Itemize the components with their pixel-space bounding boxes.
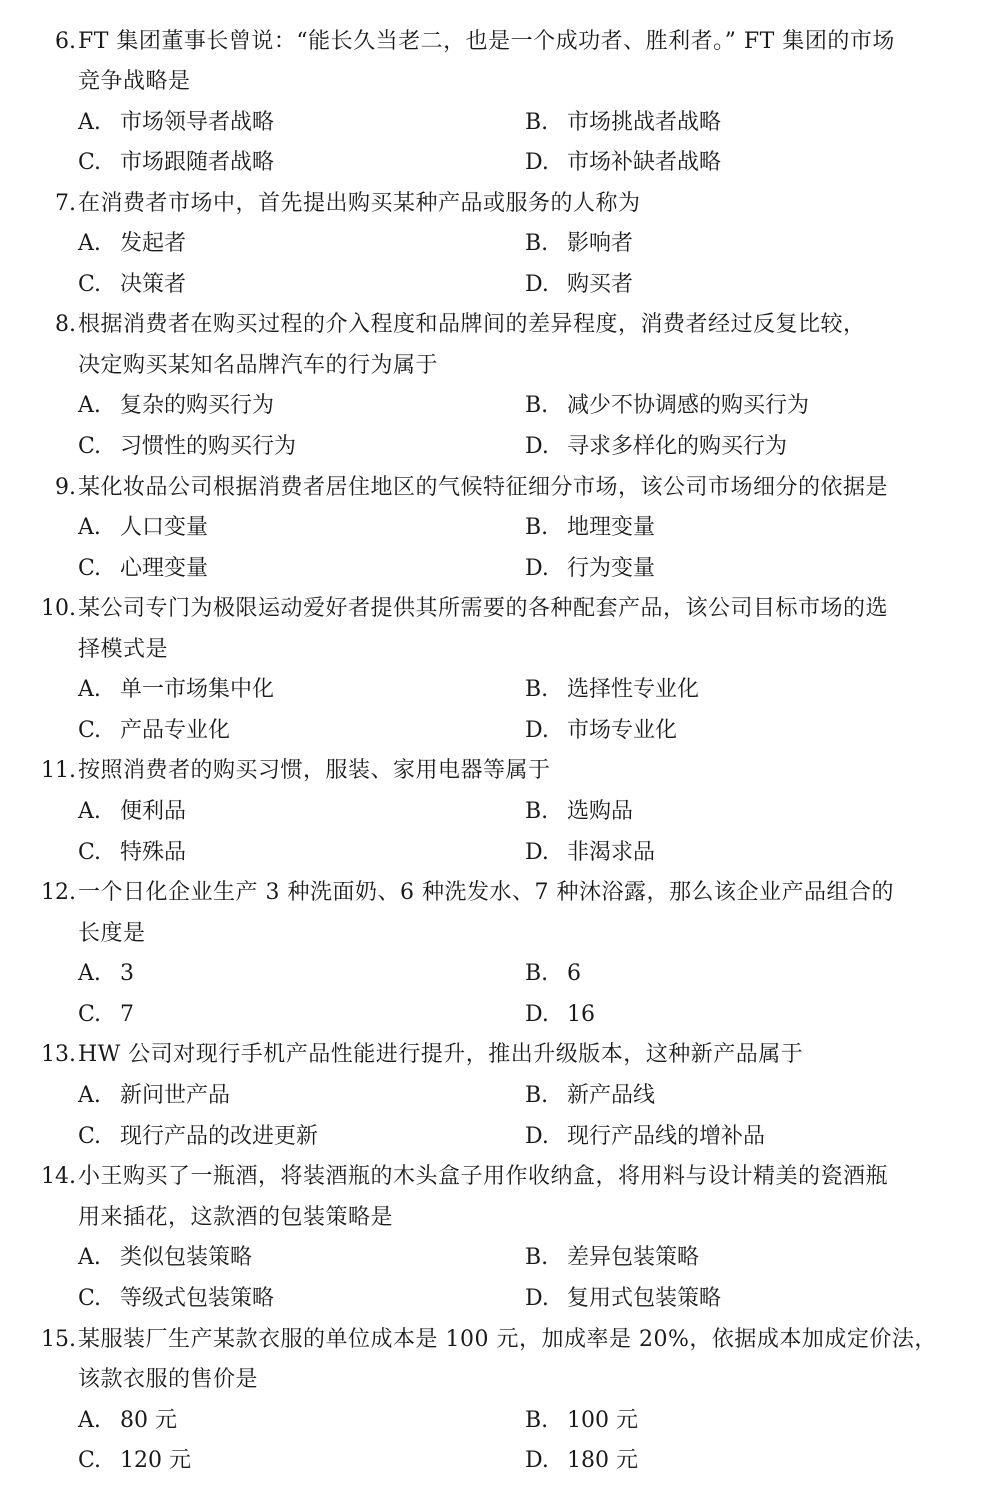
option-c	[78, 1279, 274, 1319]
option-b	[525, 386, 809, 426]
question-text: 决定购买某知名品牌汽车的行为属于	[78, 353, 439, 378]
option-c	[78, 143, 274, 183]
option-a	[78, 954, 134, 994]
options-row	[0, 954, 1000, 994]
option-letter: C.	[78, 1002, 102, 1027]
option-b	[525, 103, 721, 143]
option-letter: A.	[78, 961, 101, 986]
option-text: 习惯性的购买行为	[120, 434, 297, 459]
option-b	[525, 954, 581, 994]
option-text: 新产品线	[567, 1083, 656, 1108]
option-c	[78, 833, 186, 873]
option-text: 选择性专业化	[567, 677, 700, 702]
option-d	[525, 1279, 721, 1319]
option-text: 100 元	[567, 1408, 638, 1433]
option-letter: B.	[525, 961, 549, 986]
question-number: 7.	[55, 191, 76, 216]
question-text: 用来插花，这款酒的包装策略是	[78, 1205, 394, 1230]
option-letter: B.	[525, 677, 549, 702]
option-letter: D.	[525, 1002, 549, 1027]
options-row	[0, 224, 1000, 264]
option-a	[78, 224, 186, 264]
option-letter: D.	[525, 556, 549, 581]
option-text: 120 元	[120, 1448, 191, 1473]
option-text: 减少不协调感的购买行为	[567, 393, 810, 418]
option-c	[78, 711, 230, 751]
question-text: 择模式是	[78, 637, 169, 662]
option-text: 80 元	[120, 1408, 177, 1433]
option-text: 选购品	[567, 799, 634, 824]
option-letter: D.	[525, 272, 549, 297]
question-number: 14.	[41, 1164, 76, 1189]
option-text: 市场挑战者战略	[567, 110, 722, 135]
option-letter: A.	[78, 1245, 101, 1270]
option-d	[525, 1117, 765, 1157]
options-row	[0, 386, 1000, 426]
option-letter: A.	[78, 393, 101, 418]
option-text: 现行产品线的增补品	[567, 1124, 766, 1149]
question-text: 小王购买了一瓶酒，将装酒瓶的木头盒子用作收纳盒，将用料与设计精美的瓷酒瓶	[78, 1164, 889, 1189]
option-a	[78, 103, 274, 143]
question-13	[0, 1035, 1000, 1075]
option-d	[525, 427, 787, 467]
option-letter: B.	[525, 515, 549, 540]
option-d	[525, 549, 655, 589]
option-text: 等级式包装策略	[120, 1286, 275, 1311]
option-letter: D.	[525, 434, 549, 459]
question-text: 某化妆品公司根据消费者居住地区的气候特征细分市场，该公司市场细分的依据是	[78, 475, 889, 500]
option-text: 非渴求品	[567, 840, 656, 865]
option-d	[525, 833, 655, 873]
question-number: 8.	[55, 312, 76, 337]
option-letter: A.	[78, 110, 101, 135]
option-d	[525, 995, 595, 1035]
option-letter: B.	[525, 393, 549, 418]
option-d	[525, 143, 721, 183]
option-letter: C.	[78, 1286, 102, 1311]
option-a	[78, 1238, 252, 1278]
option-d	[525, 711, 677, 751]
question-text: FT 集团董事长曾说：“能长久当老二，也是一个成功者、胜利者。” FT 集团的市场	[78, 29, 895, 54]
option-c	[78, 427, 296, 467]
question-14	[0, 1157, 1000, 1197]
option-letter: B.	[525, 1408, 549, 1433]
option-text: 特殊品	[120, 840, 187, 865]
question-text: 该款衣服的售价是	[78, 1367, 259, 1392]
option-letter: D.	[525, 1448, 549, 1473]
option-text: 购买者	[567, 272, 634, 297]
question-6	[0, 22, 1000, 62]
options-row	[0, 427, 1000, 467]
option-letter: A.	[78, 799, 101, 824]
question-text: 一个日化企业生产 3 种洗面奶、6 种洗发水、7 种沐浴露，那么该企业产品组合的	[78, 880, 894, 905]
option-letter: C.	[78, 718, 102, 743]
question-number: 11.	[41, 758, 76, 783]
options-row	[0, 508, 1000, 548]
option-letter: A.	[78, 1408, 101, 1433]
option-letter: D.	[525, 1286, 549, 1311]
option-letter: B.	[525, 1245, 549, 1270]
option-b	[525, 1401, 638, 1441]
option-b	[525, 1238, 699, 1278]
option-letter: C.	[78, 1448, 102, 1473]
option-a	[78, 386, 274, 426]
question-15	[0, 1320, 1000, 1360]
question-text: 竞争战略是	[78, 69, 191, 94]
question-text: 某服装厂生产某款衣服的单位成本是 100 元，加成率是 20%，依据成本加成定价法，	[78, 1327, 937, 1352]
question-number: 9.	[55, 475, 76, 500]
option-c	[78, 995, 134, 1035]
options-row	[0, 265, 1000, 305]
options-row	[0, 1076, 1000, 1116]
options-row	[0, 1117, 1000, 1157]
options-row	[0, 1279, 1000, 1319]
option-text: 影响者	[567, 231, 634, 256]
options-row	[0, 1238, 1000, 1278]
question-14-cont	[0, 1198, 1000, 1238]
option-letter: A.	[78, 677, 101, 702]
option-text: 产品专业化	[120, 718, 231, 743]
option-a	[78, 1076, 230, 1116]
options-row	[0, 792, 1000, 832]
option-letter: B.	[525, 1083, 549, 1108]
option-text: 人口变量	[120, 515, 209, 540]
question-number: 15.	[41, 1327, 76, 1352]
option-letter: C.	[78, 272, 102, 297]
option-text: 复杂的购买行为	[120, 393, 275, 418]
option-text: 16	[567, 1002, 595, 1027]
option-text: 市场专业化	[567, 718, 678, 743]
option-b	[525, 670, 699, 710]
question-9	[0, 468, 1000, 508]
option-text: 决策者	[120, 272, 187, 297]
question-text: 根据消费者在购买过程的介入程度和品牌间的差异程度，消费者经过反复比较，	[78, 312, 866, 337]
option-text: 6	[567, 961, 581, 986]
options-row	[0, 1441, 1000, 1481]
option-text: 市场跟随者战略	[120, 150, 275, 175]
option-text: 3	[120, 961, 134, 986]
option-text: 便利品	[120, 799, 187, 824]
option-c	[78, 1117, 318, 1157]
option-text: 复用式包装策略	[567, 1286, 722, 1311]
option-letter: B.	[525, 231, 549, 256]
option-letter: B.	[525, 799, 549, 824]
options-row	[0, 549, 1000, 589]
question-10	[0, 589, 1000, 629]
question-number: 12.	[41, 880, 76, 905]
option-text: 7	[120, 1002, 134, 1027]
option-text: 地理变量	[567, 515, 656, 540]
question-text: HW 公司对现行手机产品性能进行提升，推出升级版本，这种新产品属于	[78, 1042, 804, 1067]
option-a	[78, 792, 186, 832]
option-c	[78, 1441, 191, 1481]
question-11	[0, 751, 1000, 791]
question-12-cont	[0, 914, 1000, 954]
option-text: 差异包装策略	[567, 1245, 700, 1270]
option-text: 发起者	[120, 231, 187, 256]
question-number: 13.	[41, 1042, 76, 1067]
option-a	[78, 670, 274, 710]
option-letter: C.	[78, 840, 102, 865]
option-text: 寻求多样化的购买行为	[567, 434, 788, 459]
option-letter: C.	[78, 556, 102, 581]
option-letter: A.	[78, 515, 101, 540]
option-text: 市场领导者战略	[120, 110, 275, 135]
option-letter: A.	[78, 1083, 101, 1108]
question-6-cont	[0, 62, 1000, 102]
option-letter: D.	[525, 840, 549, 865]
question-number: 10.	[41, 596, 76, 621]
option-letter: C.	[78, 1124, 102, 1149]
option-text: 新问世产品	[120, 1083, 231, 1108]
options-row	[0, 833, 1000, 873]
option-a	[78, 1401, 177, 1441]
option-letter: B.	[525, 110, 549, 135]
options-row	[0, 1401, 1000, 1441]
option-text: 单一市场集中化	[120, 677, 275, 702]
option-b	[525, 1076, 655, 1116]
option-text: 现行产品的改进更新	[120, 1124, 319, 1149]
option-d	[525, 265, 633, 305]
option-letter: D.	[525, 1124, 549, 1149]
option-letter: A.	[78, 231, 101, 256]
options-row	[0, 670, 1000, 710]
option-text: 类似包装策略	[120, 1245, 253, 1270]
question-15-cont	[0, 1360, 1000, 1400]
option-d	[525, 1441, 638, 1481]
option-b	[525, 224, 633, 264]
option-letter: D.	[525, 718, 549, 743]
question-number: 6.	[55, 29, 76, 54]
question-8-cont	[0, 346, 1000, 386]
option-b	[525, 792, 633, 832]
question-text: 某公司专门为极限运动爱好者提供其所需要的各种配套产品，该公司目标市场的选	[78, 596, 889, 621]
question-text: 在消费者市场中，首先提出购买某种产品或服务的人称为	[78, 191, 641, 216]
option-letter: C.	[78, 150, 102, 175]
question-text: 按照消费者的购买习惯，服装、家用电器等属于	[78, 758, 551, 783]
option-letter: C.	[78, 434, 102, 459]
option-b	[525, 508, 655, 548]
option-text: 心理变量	[120, 556, 209, 581]
question-text: 长度是	[78, 921, 146, 946]
option-text: 行为变量	[567, 556, 656, 581]
option-text: 市场补缺者战略	[567, 150, 722, 175]
options-row	[0, 103, 1000, 143]
options-row	[0, 143, 1000, 183]
question-10-cont	[0, 630, 1000, 670]
question-8	[0, 305, 1000, 345]
options-row	[0, 995, 1000, 1035]
options-row	[0, 711, 1000, 751]
question-7	[0, 184, 1000, 224]
option-c	[78, 549, 208, 589]
option-letter: D.	[525, 150, 549, 175]
question-12	[0, 873, 1000, 913]
option-a	[78, 508, 208, 548]
option-text: 180 元	[567, 1448, 638, 1473]
option-c	[78, 265, 186, 305]
